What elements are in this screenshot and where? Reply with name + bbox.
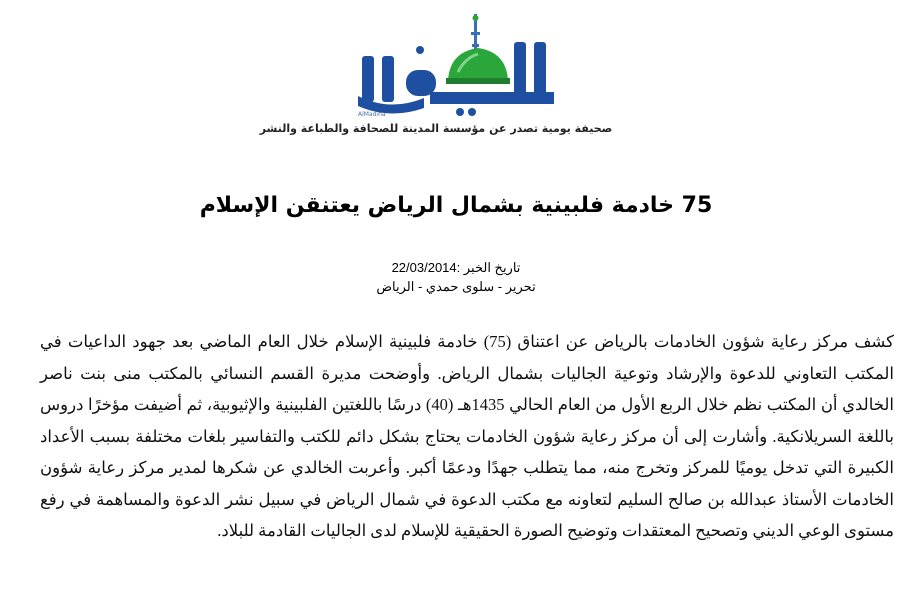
article-meta — [0, 258, 912, 296]
date-value: 22/03/2014 — [391, 260, 457, 275]
masthead-tagline: صحيفة يومية تصدر عن مؤسسة المدينة للصحافة والطباعة والنشر — [259, 122, 613, 135]
mosque-dome-icon — [350, 12, 565, 118]
article-headline: 75 خادمة فلبينية بشمال الرياض يعتنقن الإسلام — [199, 193, 713, 218]
article-byline: تحرير - سلوى حمدي - الرياض — [376, 279, 536, 294]
svg-text:AlMadina: AlMadina — [358, 111, 386, 118]
article-body: كشف مركز رعاية شؤون الخادمات بالرياض عن اعتناق (75) خادمة فلبينية الإسلام خلال العام الماضي بعد جهود الداعيات في المكتب التعاوني للدعوة والإرشاد وتوعية الجاليات بشمال الرياض. وأوضحت مديرة القسم النسائي بالمكتب منى بنت ناصر الخالدي أن المكتب نظم خلال الربع الأول من العام الحالي 1435هـ (40) درسًا باللغتين الفلبينية والإثيوبية، ثم أضيفت مؤخرًا دروس باللغة السريلانكية. وأشارت إلى أن مركز رعاية شؤون الخادمات يحتاج بشكل دائم للكتب والتفاسير بلغات مختلفة بسبب الأعداد الكبيرة التي تدخل يوميًا للمركز وتخرج منه، مما يتطلب جهدًا ودعمًا أكبر. وأعربت الخالدي عن شكرها لمدير مركز رعاية شؤون الخادمات الأستاذ عبدالله بن صالح السليم لتعاونه مع مكتب الدعوة في شمال الرياض في سبيل نشر الدعوة والمساهمة في رفع مستوى الوعي الديني وتصحيح المعتقدات وتوضيح الصورة الحقيقية للإسلام لدى الجاليات القادمة للبلاد. — [40, 332, 895, 540]
masthead — [0, 0, 912, 150]
article-date — [0, 258, 912, 277]
svg-text:المدينة: المدينة — [500, 30, 503, 31]
date-label: تاريخ الخبر : — [456, 260, 521, 275]
almadina-logo — [350, 12, 565, 118]
